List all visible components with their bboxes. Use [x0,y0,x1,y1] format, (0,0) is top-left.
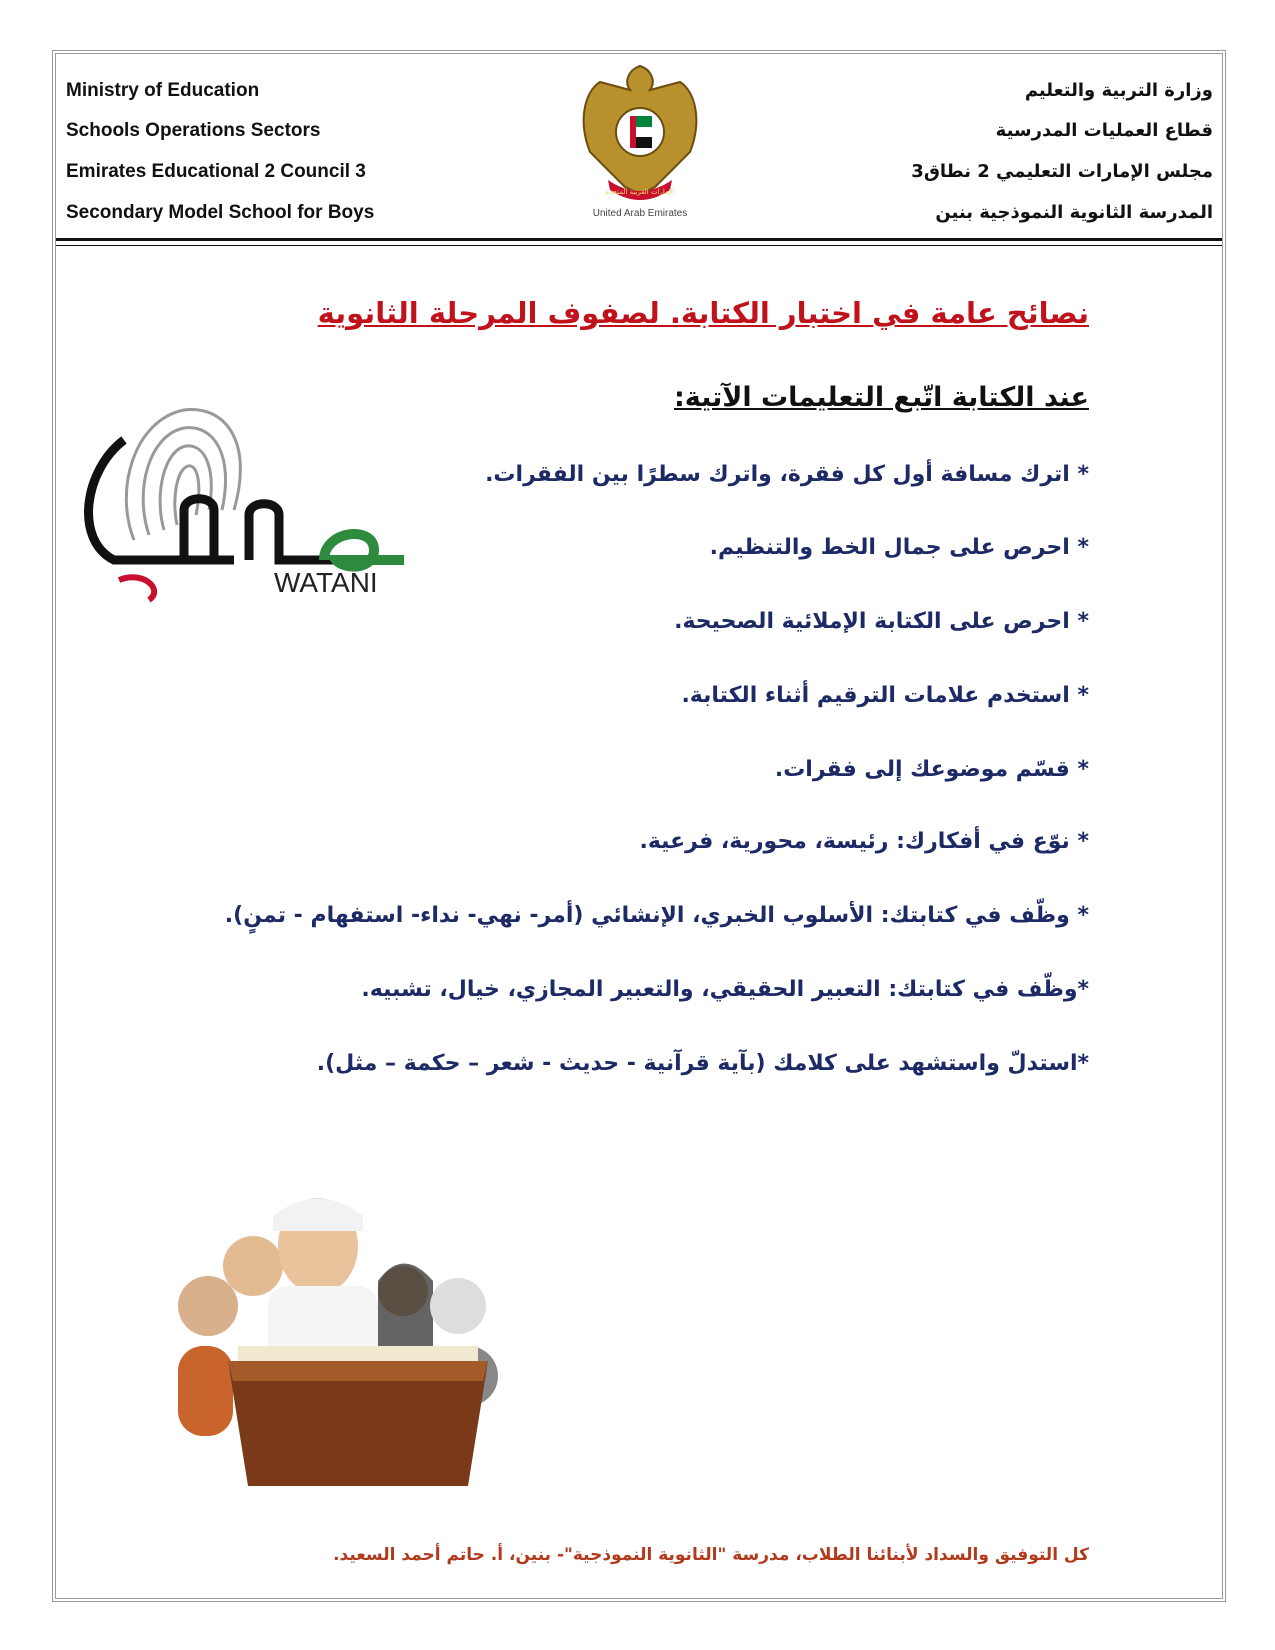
tip-item: *وظّف في كتابتك: التعبير الحقيقي، والتعبير المجازي، خيال، تشبيه. [361,977,1089,1002]
emblem-caption: United Arab Emirates [592,208,688,219]
page-title: نصائح عامة في اختبار الكتابة. لصفوف المرحلة الثانوية [317,296,1089,330]
tip-item: *استدلّ واستشهد على كلامك (بآية قرآنية - حديث - شعر – حكمة – مثل). [316,1051,1089,1076]
header-en-council: Emirates Educational 2 Council 3 [66,161,366,182]
header-ar-ministry: وزارة التربية والتعليم [1024,80,1213,101]
tip-item: * استخدم علامات الترقيم أثناء الكتابة. [681,683,1089,708]
header-en-ministry: Ministry of Education [66,80,260,101]
tip-item: * اترك مسافة أول كل فقرة، واترك سطرًا بين الفقرات. [485,462,1089,487]
instructions-heading: عند الكتابة اتّبع التعليمات الآتية: [673,382,1089,413]
header-rule-thick [56,238,1222,241]
emblem-ribbon-text: الإمارات العربية المتحدة [605,188,675,196]
watani-logo [74,400,434,625]
header-en-sector: Schools Operations Sectors [66,120,321,141]
header-en-school: Secondary Model School for Boys [66,202,375,223]
tip-item: * نوّع في أفكارك: رئيسة، محورية، فرعية. [639,829,1089,854]
header-ar-sector: قطاع العمليات المدرسية [995,120,1213,141]
reading-students-illustration [148,1186,580,1491]
tip-item: * وظّف في كتابتك: الأسلوب الخبري، الإنشائي (أمر- نهي- نداء- استفهام - تمنٍ). [224,903,1089,928]
uae-emblem [570,62,710,222]
tip-item: * قسّم موضوعك إلى فقرات. [774,757,1089,782]
watani-logo-text: WATANI [274,567,378,598]
tip-item: * احرص على الكتابة الإملائية الصحيحة. [674,609,1089,634]
tip-item: * احرص على جمال الخط والتنظيم. [709,535,1089,560]
header-rule-thin [56,245,1222,246]
header-ar-council: مجلس الإمارات التعليمي 2 نطاق3 [911,161,1213,182]
header-ar-school: المدرسة الثانوية النموذجية بنين [935,202,1213,223]
footer-note: كل التوفيق والسداد لأبنائنا الطلاب، مدرسة "الثانوية النموذجية"- بنين، أ. حاتم أحمد السعيد. [333,1545,1089,1565]
